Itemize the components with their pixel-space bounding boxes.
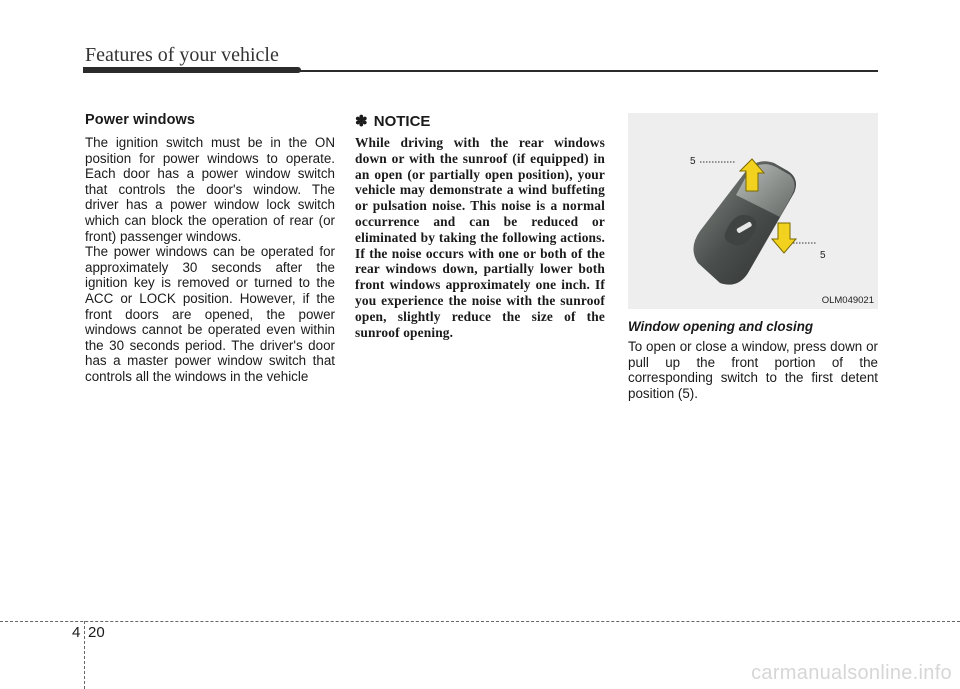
header-rule-thick: [83, 67, 301, 73]
header-title: Features of your vehicle: [85, 44, 279, 66]
chapter-number: 4: [72, 624, 81, 641]
figure-code: OLM049021: [821, 295, 874, 306]
right-column: [628, 112, 878, 401]
footer-divider: [84, 621, 85, 689]
notice-label: NOTICE: [373, 113, 431, 130]
notice-title: [355, 112, 605, 130]
caption-body: To open or close a window, press down or pull up the front portion of the corresponding switch to the first detent position (5).: [628, 339, 878, 401]
page-number: 20: [88, 624, 105, 641]
notice-star-icon: ✽: [355, 113, 368, 130]
left-column: [85, 112, 335, 385]
notice-column: [355, 112, 605, 340]
section-heading: Power windows: [85, 112, 196, 128]
window-switch-figure: [628, 113, 878, 309]
header-rule-thin: [298, 70, 878, 72]
figure-label-top: 5: [690, 156, 696, 167]
window-switch-icon: [628, 113, 878, 309]
watermark: carmanualsonline.info: [751, 662, 952, 684]
paragraph-1: The ignition switch must be in the ON position for power windows to operate. Each door has a power window switch that controls the door's window. The driver has a power window lock switch which can block the operation of rear (or front) passenger windows.: [85, 135, 335, 244]
notice-body: While driving with the rear windows down or with the sunroof (if equipped) in an open (or partially open position), your vehicle may demonstrate a wind buffeting or pulsation noise. This noise is a normal occurrence and can be reduced or eliminated by taking the following actions. If the noise occurs with one or both of the rear windows down, partially lower both front windows approximately one inch. If you experience the noise with the sunroof open, slightly reduce the size of the sunroof opening.: [355, 135, 605, 340]
footer-rule: [0, 621, 960, 622]
figure-label-bottom: 5: [820, 250, 826, 261]
paragraph-2: The power windows can be operated for approximately 30 seconds after the ignition key is removed or turned to the ACC or LOCK position. However, if the front doors are opened, the power windows cannot be operated even within the 30 seconds period. The driver's door has a master power window switch that controls all the windows in the vehicle: [85, 244, 335, 384]
figure-caption: Window opening and closing: [628, 319, 814, 334]
